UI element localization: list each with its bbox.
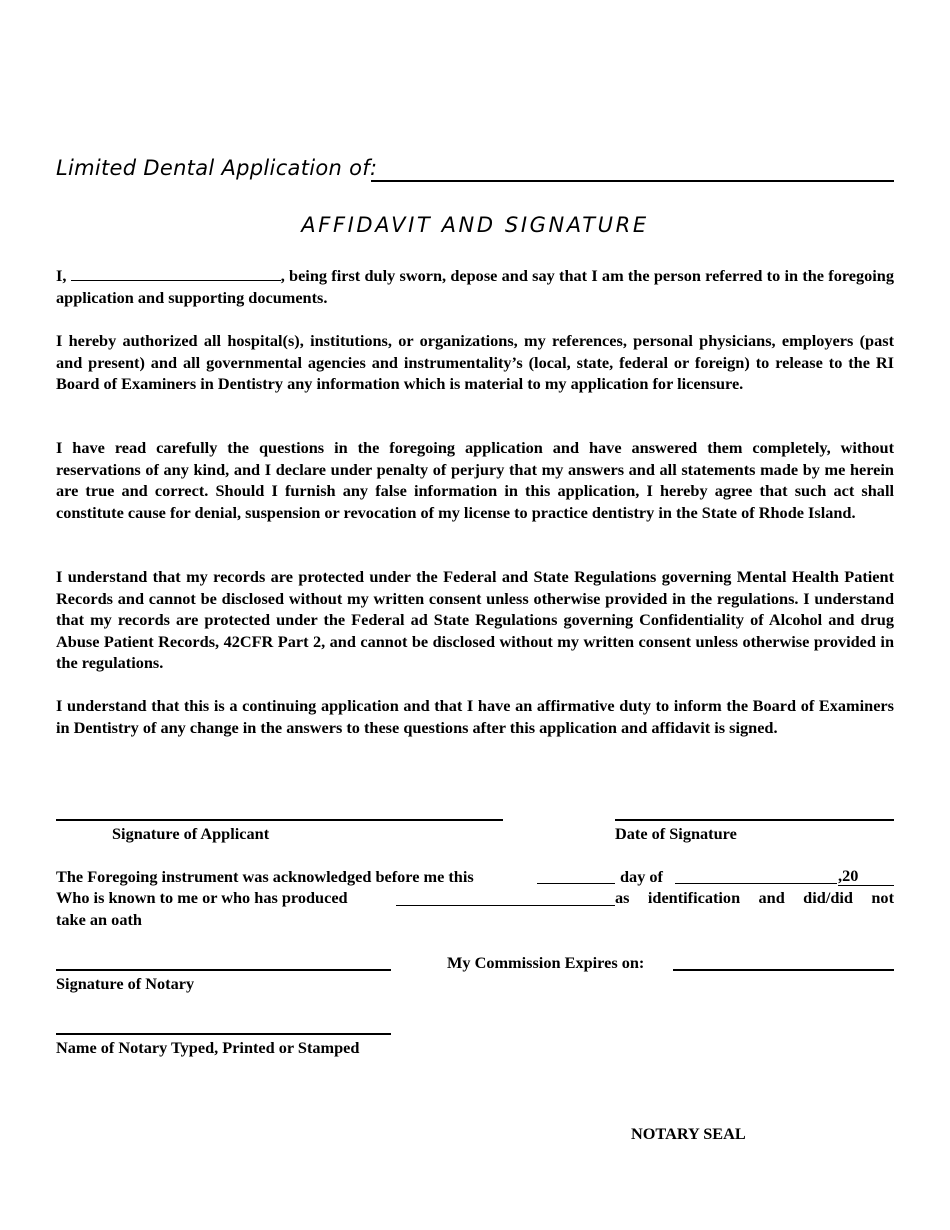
day-of-text: day of	[620, 867, 663, 886]
notary-name-line[interactable]	[56, 1033, 391, 1035]
notary-seal-label: NOTARY SEAL	[631, 1124, 746, 1143]
notary-signature-label: Signature of Notary	[56, 974, 195, 993]
applicant-signature-label: Signature of Applicant	[112, 824, 270, 843]
application-title-label: Limited Dental Application of:	[56, 156, 378, 180]
affidavit-heading: AFFIDAVIT AND SIGNATURE	[301, 213, 649, 237]
signature-date-label: Date of Signature	[615, 824, 737, 843]
sworn-statement-prefix: I,	[56, 266, 67, 285]
take-oath-text: take an oath	[56, 910, 142, 929]
commission-expires-line[interactable]	[673, 969, 894, 971]
identification-blank[interactable]	[396, 905, 615, 906]
known-to-me-text: Who is known to me or who has produced	[56, 888, 348, 907]
applicant-name-line[interactable]	[371, 180, 894, 182]
sworn-name-blank[interactable]	[71, 266, 281, 281]
identification-text: as identification and did/did not	[615, 888, 894, 907]
acknowledgement-day-blank[interactable]	[537, 883, 615, 884]
signature-date-line[interactable]	[615, 819, 894, 821]
continuing-duty-paragraph: I understand that this is a continuing application and that I have an affirmative duty to inform the Board of Examiners in Dentistry of any change in the answers to these questions after this application and affidavit is signed.	[56, 696, 894, 737]
applicant-signature-line[interactable]	[56, 819, 503, 821]
sworn-statement-suffix: , being first duly sworn, depose and say that I am the person referred to in the foregoing application and supporting documents.	[56, 266, 894, 307]
commission-expires-label: My Commission Expires on:	[447, 953, 645, 972]
acknowledgement-text: The Foregoing instrument was acknowledged before me this	[56, 867, 474, 886]
records-confidentiality-paragraph: I understand that my records are protected under the Federal and State Regulations governing Mental Health Patient Records and cannot be disclosed without my written consent unless otherwise provided in the regulations. I understand that my records are protected under the Federal ad State Regulations governing Confidentiality of Alcohol and drug Abuse Patient Records, 42CFR Part 2, and cannot be disclosed without my written consent unless otherwise provided in the regulations.	[56, 567, 894, 672]
notary-name-label: Name of Notary Typed, Printed or Stamped	[56, 1038, 360, 1057]
sworn-statement-paragraph	[56, 265, 894, 308]
perjury-declaration-paragraph: I have read carefully the questions in the foregoing application and have answered them completely, without reservations of any kind, and I declare under penalty of perjury that my answers and all statements made by me herein are true and correct. Should I furnish any false information in this application, I hereby agree that such act shall constitute cause for denial, suspension or revocation of my license to practice dentistry in the State of Rhode Island.	[56, 438, 894, 522]
authorization-paragraph: I hereby authorized all hospital(s), institutions, or organizations, my references, personal physicians, employers (past and present) and all governmental agencies and instrumentality’s (local, state, federal or foreign) to release to the RI Board of Examiners in Dentistry any information which is material to my application for licensure.	[56, 331, 894, 393]
acknowledgement-year-blank[interactable]: ,20	[838, 866, 894, 886]
notary-signature-line[interactable]	[56, 969, 391, 971]
acknowledgement-month-blank[interactable]	[675, 883, 837, 884]
